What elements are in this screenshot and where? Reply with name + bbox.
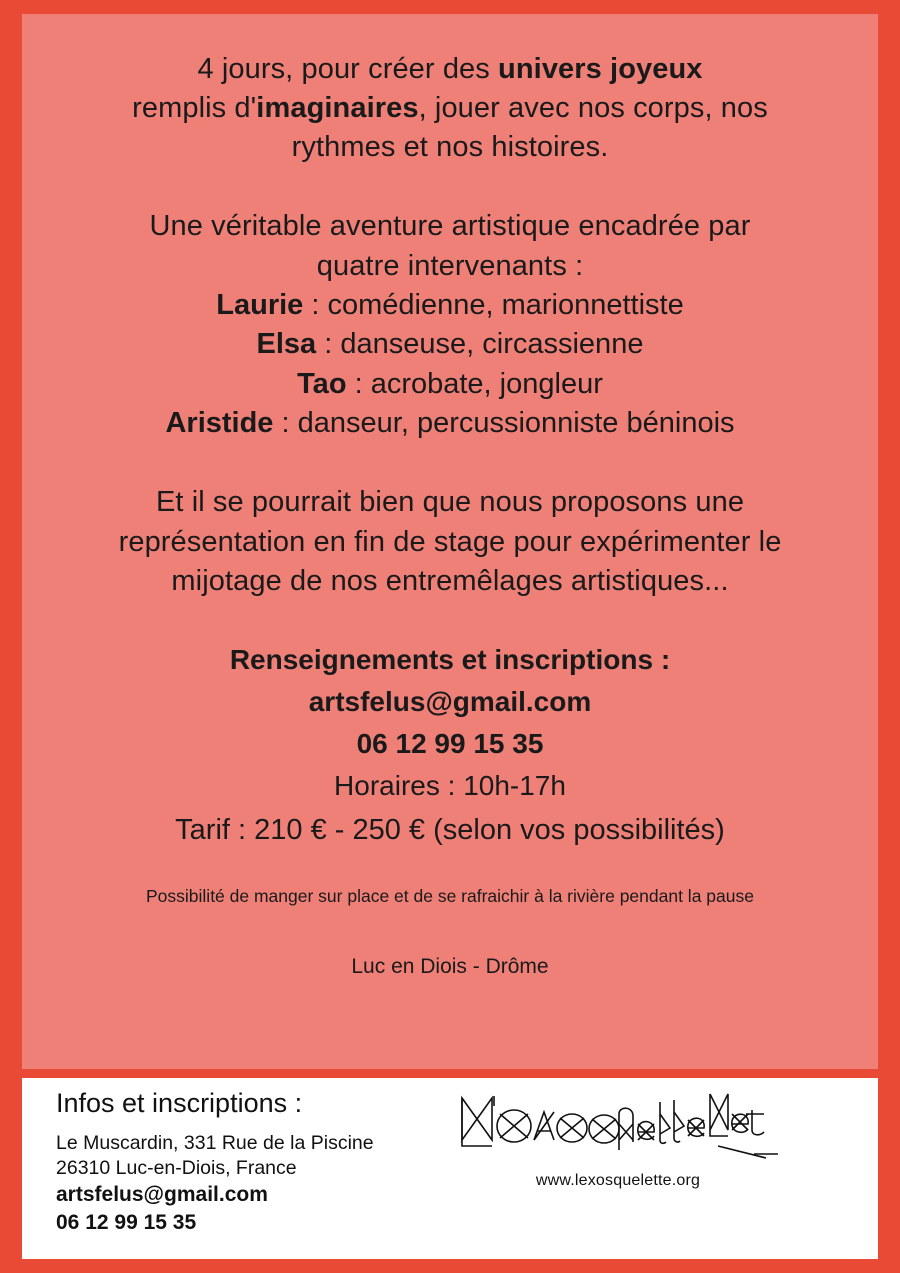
intro-line2-part1: remplis d'	[132, 92, 257, 125]
footer-email[interactable]: artsfelus@gmail.com	[56, 1183, 268, 1206]
intervenant-name: Elsa	[256, 328, 317, 361]
intervenant-roles: : acrobate, jongleur	[346, 367, 603, 400]
footer-phone[interactable]: 06 12 99 15 35	[56, 1210, 197, 1234]
contact-hours: Horaires : 10h-17h	[334, 769, 566, 801]
poster-main-panel	[22, 14, 878, 1069]
contact-heading: Renseignements et inscriptions :	[229, 643, 671, 675]
contact-phone[interactable]: 06 12 99 15 35	[356, 727, 544, 759]
footer-title: Infos et inscriptions :	[56, 1088, 303, 1118]
poster-content	[22, 14, 878, 979]
intro-paragraph	[82, 50, 818, 167]
contact-block	[82, 639, 818, 853]
location-line: Luc en Diois - Drôme	[351, 955, 549, 979]
intervenant-row	[82, 404, 818, 443]
intervenant-row	[82, 365, 818, 404]
intervenant-name: Tao	[297, 367, 347, 400]
intervenants-list	[82, 286, 818, 444]
adventure-line1: Une véritable aventure artistique encadrée par	[149, 210, 751, 243]
intro-line1-part1: 4 jours, pour créer des	[197, 53, 499, 85]
footer-address-line-2: 26310 Luc-en-Diois, France	[56, 1157, 297, 1180]
footer-band	[22, 1078, 878, 1259]
footer-branding	[448, 1084, 788, 1190]
intervenant-roles: : danseur, percussionniste béninois	[273, 407, 735, 440]
show-line3: mijotage de nos entremêlages artistiques...	[171, 564, 729, 597]
lexosquelette-logo-icon[interactable]	[448, 1084, 788, 1170]
meal-note: Possibilité de manger sur place et de se rafraichir à la rivière pendant la pause	[146, 886, 754, 907]
show-line1: Et il se pourrait bien que nous proposons une	[155, 486, 745, 519]
intervenant-row	[82, 286, 818, 325]
intervenant-name: Aristide	[165, 407, 274, 440]
footer-address-line-1: Le Muscardin, 331 Rue de la Piscine	[56, 1132, 374, 1155]
footer-info	[56, 1086, 374, 1237]
intervenant-roles: : danseuse, circassienne	[316, 328, 644, 361]
footer-website-url[interactable]: www.lexosquelette.org	[535, 1172, 701, 1189]
intro-line3: rythmes et nos histoires.	[291, 131, 609, 164]
intervenant-name: Laurie	[216, 288, 304, 321]
show-paragraph	[82, 483, 818, 600]
show-line2: représentation en fin de stage pour expérimenter le	[118, 525, 782, 558]
contact-price: Tarif : 210 € - 250 € (selon vos possibilités)	[175, 813, 725, 846]
intro-line2-highlight: imaginaires	[256, 92, 419, 125]
intro-line1-highlight: univers joyeux	[498, 53, 703, 85]
intervenant-roles: : comédienne, marionnettiste	[303, 288, 684, 321]
contact-email[interactable]: artsfelus@gmail.com	[308, 685, 592, 717]
adventure-line2: quatre intervenants :	[316, 249, 584, 282]
intervenant-row	[82, 325, 818, 364]
adventure-paragraph	[82, 207, 818, 285]
intro-line2-part2: , jouer avec nos corps, nos	[418, 92, 768, 125]
